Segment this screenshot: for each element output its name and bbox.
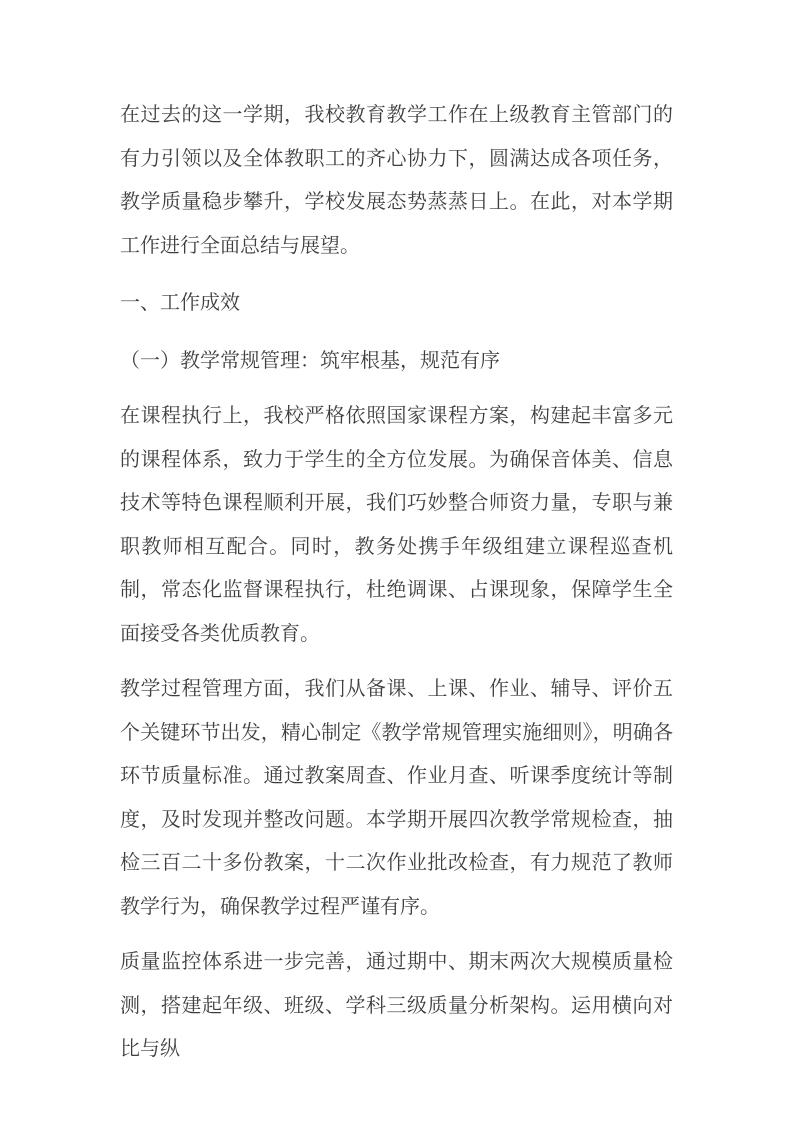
- body-paragraph: 在课程执行上，我校严格依照国家课程方案，构建起丰富多元的课程体系，致力于学生的全方位发展。为确保音体美、信息技术等特色课程顺利开展，我们巧妙整合师资力量，专职与兼职教师相互配合。同时，教务处携手年级组建立课程巡查机制，常态化监督课程执行，杜绝调课、占课现象，保障学生全面接受各类优质教育。: [120, 405, 673, 645]
- body-paragraph: 在过去的这一学期，我校教育教学工作在上级教育主管部门的有力引领以及全体教职工的齐心协力下，圆满达成各项任务，教学质量稳步攀升，学校发展态势蒸蒸日上。在此，对本学期工作进行全面总结与展望。: [120, 104, 673, 257]
- body-paragraph: 质量监控体系进一步完善，通过期中、期末两次大规模质量检测，搭建起年级、班级、学科三级质量分析架构。运用横向对比与纵: [120, 951, 673, 1060]
- document-content: [120, 94, 673, 1072]
- section-heading: 一、工作成效: [120, 292, 240, 314]
- body-paragraph: 教学过程管理方面，我们从备课、上课、作业、辅导、评价五个关键环节出发，精心制定《教学常规管理实施细则》，明确各环节质量标准。通过教案周查、作业月查、听课季度统计等制度，及时发现并整改问题。本学期开展四次教学常规检查，抽检三百二十多份教案，十二次作业批改检查，有力规范了教师教学行为，确保教学过程严谨有序。: [120, 678, 673, 918]
- subsection-heading: （一）教学常规管理：筑牢根基，规范有序: [120, 349, 500, 372]
